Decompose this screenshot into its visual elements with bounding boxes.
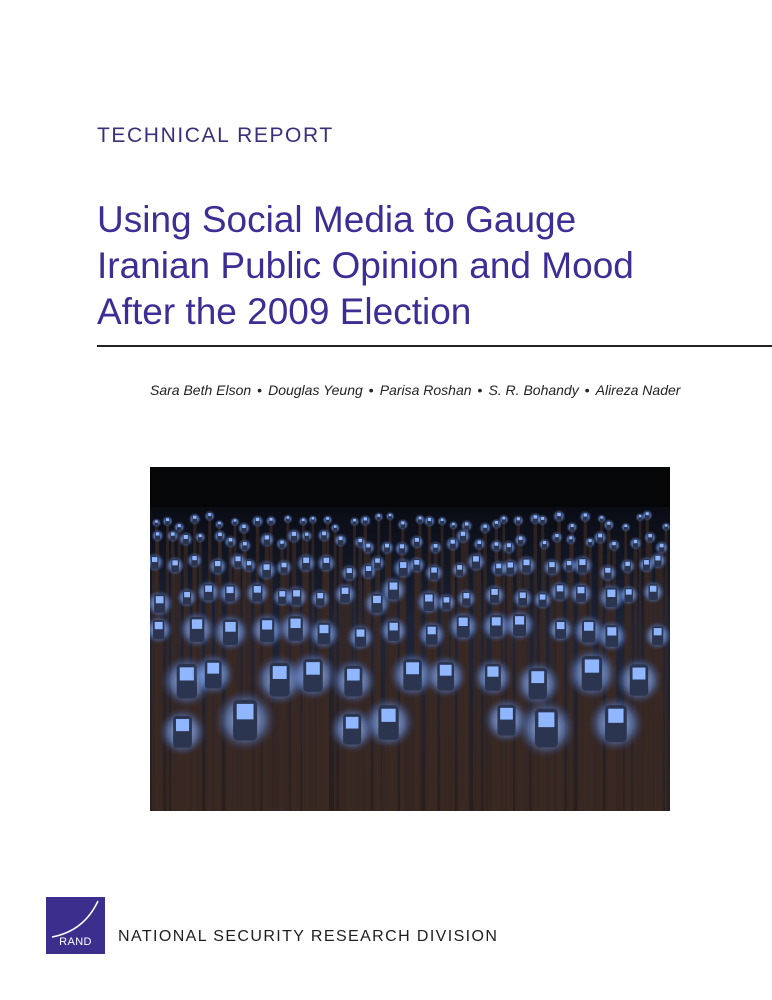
phone-screen — [290, 619, 300, 628]
phone-screen — [264, 564, 270, 570]
phone-screen — [390, 623, 398, 631]
phone-screen — [171, 532, 175, 535]
phone-screen — [292, 532, 296, 536]
phone-screen — [654, 628, 662, 635]
phone-screen — [205, 586, 212, 592]
title-divider — [97, 345, 772, 347]
phone-screen — [273, 666, 287, 679]
phone-screen — [625, 562, 630, 566]
phone-screen — [507, 543, 511, 547]
phone-screen — [199, 534, 202, 537]
author-name: Alireza Nader — [595, 382, 681, 398]
phone-screen — [218, 533, 222, 536]
author-name: Parisa Roshan — [379, 382, 472, 398]
phone-screen — [265, 535, 269, 539]
phone-screen — [237, 704, 254, 719]
phone-screen — [648, 534, 652, 537]
phone-screen — [567, 561, 572, 565]
phone-screen — [633, 668, 646, 680]
phone-screen — [312, 517, 315, 519]
report-title — [97, 197, 737, 335]
phone-screen — [538, 712, 554, 727]
phone-screen — [578, 587, 585, 593]
phone-screen — [650, 586, 656, 592]
phone-screen — [192, 556, 197, 560]
phone-screen — [347, 568, 352, 573]
phone-screen — [584, 622, 593, 631]
phone-screen — [280, 541, 284, 544]
raised-arm — [665, 529, 668, 811]
phone-screen — [270, 518, 273, 521]
title-line-1: Using Social Media to Gauge — [97, 199, 577, 240]
phone-screen — [334, 525, 337, 528]
phone-screen — [646, 512, 649, 515]
phone-screen — [517, 517, 520, 520]
raised-arm — [306, 689, 320, 811]
phone-screen — [227, 587, 234, 593]
phone-screen — [634, 540, 638, 543]
phone-screen — [242, 525, 246, 528]
author-separator: • — [584, 382, 590, 398]
phone-screen — [452, 523, 455, 525]
phone-screen — [156, 596, 164, 603]
phone-screen — [431, 567, 437, 572]
phone-screen — [176, 719, 189, 731]
phone-screen — [598, 534, 602, 538]
phone-screen — [660, 544, 664, 548]
phone-screen — [377, 514, 380, 517]
phone-screen — [347, 669, 360, 681]
phone-screen — [639, 515, 642, 517]
phone-screen — [193, 516, 196, 519]
phone-screen — [247, 561, 251, 565]
phone-screen — [326, 517, 329, 520]
phone-screen — [293, 590, 300, 596]
title-line-3: After the 2009 Election — [97, 291, 472, 332]
author-separator: • — [477, 382, 483, 398]
phone-screen — [557, 585, 563, 591]
phone-screen — [571, 524, 574, 527]
author-separator: • — [368, 382, 374, 398]
phone-screen — [534, 515, 538, 518]
phone-screen — [229, 538, 233, 541]
phone-screen — [156, 532, 160, 535]
phone-screen — [463, 593, 469, 598]
phone-screen — [487, 666, 498, 676]
phone-screen — [531, 671, 544, 683]
phone-screen — [357, 629, 365, 636]
phone-screen — [366, 544, 370, 548]
phone-screen — [461, 532, 466, 536]
phone-screen — [406, 662, 419, 674]
phone-screen — [585, 659, 599, 672]
phone-screen — [286, 516, 289, 519]
phone-screen — [305, 533, 308, 536]
phone-screen — [555, 534, 558, 537]
phone-screen — [218, 522, 221, 524]
phone-screen — [358, 539, 362, 542]
phone-screen — [381, 709, 395, 722]
phone-screen — [428, 518, 431, 521]
phone-screen — [492, 617, 501, 625]
phone-screen — [389, 514, 392, 516]
raised-arm — [567, 570, 572, 811]
phone-screen — [428, 627, 436, 635]
division-name: NATIONAL SECURITY RESEARCH DIVISION — [118, 928, 499, 945]
phone-screen — [491, 589, 497, 595]
phone-screen — [234, 519, 237, 522]
phone-screen — [225, 622, 236, 632]
phone-screen — [178, 524, 181, 527]
rand-logo-text: RAND — [59, 936, 92, 948]
phone-screen — [441, 518, 444, 521]
phone-screen — [584, 513, 587, 516]
phone-screen — [192, 619, 202, 629]
phone-screen — [477, 541, 481, 544]
phone-screen — [607, 590, 615, 597]
title-line-2: Iranian Public Opinion and Mood — [97, 245, 634, 286]
phone-screen — [172, 560, 177, 565]
phone-screen — [317, 593, 323, 598]
phone-screen — [494, 542, 498, 546]
phone-screen — [440, 665, 452, 676]
phone-screen — [524, 560, 530, 566]
phone-screen — [626, 589, 632, 594]
phone-screen — [342, 588, 349, 594]
phone-screen — [364, 517, 367, 520]
phone-screen — [607, 522, 610, 525]
phone-screen — [207, 663, 219, 674]
phone-screen — [419, 517, 422, 520]
rand-logo — [46, 897, 105, 954]
phone-screen — [262, 620, 272, 629]
phone-screen — [557, 622, 565, 629]
phone-screen — [152, 557, 157, 562]
phone-screen — [502, 517, 505, 520]
phone-screen — [588, 539, 591, 542]
phone-screen — [508, 562, 514, 567]
author-name: Douglas Yeung — [268, 382, 363, 398]
raised-arm — [500, 733, 513, 811]
phone-screen — [655, 556, 660, 561]
raised-arm — [207, 686, 219, 811]
phone-screen — [166, 518, 169, 521]
phone-screen — [339, 536, 343, 540]
phone-screen — [306, 662, 320, 675]
phone-screen — [569, 536, 572, 539]
author-name: S. R. Bohandy — [488, 382, 579, 398]
raised-arm — [440, 688, 452, 811]
phone-screen — [579, 559, 585, 565]
phone-screen — [543, 541, 546, 544]
phone-screen — [385, 544, 389, 548]
cover-photo — [150, 467, 670, 811]
phone-screen — [155, 622, 163, 629]
phone-screen — [184, 592, 190, 597]
phone-screen — [444, 597, 450, 602]
phone-screen — [605, 568, 610, 573]
phone-screen — [303, 558, 309, 563]
crowd-phones-illustration — [150, 467, 670, 811]
phone-screen — [324, 558, 330, 563]
phone-screen — [557, 513, 561, 516]
phone-screen — [612, 542, 616, 545]
phone-screen — [235, 556, 240, 561]
phone-screen — [600, 516, 603, 518]
phone-screen — [390, 582, 398, 589]
phone-screen — [400, 562, 406, 568]
phone-screen — [353, 519, 356, 522]
author-list — [150, 382, 680, 398]
phone-screen — [415, 538, 419, 542]
phone-screen — [520, 592, 526, 598]
phone-screen — [243, 542, 247, 545]
phone-screen — [541, 517, 544, 520]
phone-screen — [500, 708, 513, 720]
phone-screen — [302, 519, 305, 522]
phone-screen — [495, 521, 498, 524]
phone-screen — [434, 544, 438, 548]
phone-screen — [644, 560, 649, 565]
phone-screen — [457, 565, 462, 570]
phone-screen — [665, 524, 668, 526]
phone-screen — [624, 524, 627, 527]
report-type-label: TECHNICAL REPORT — [97, 124, 334, 147]
phone-screen — [215, 561, 220, 566]
phone-screen — [155, 520, 158, 522]
phone-screen — [254, 586, 261, 593]
phone-screen — [256, 518, 260, 521]
phone-screen — [519, 536, 523, 540]
phone-screen — [483, 525, 486, 528]
phone-screen — [414, 560, 419, 565]
phone-screen — [451, 540, 455, 544]
phone-screen — [400, 544, 404, 548]
phone-screen — [465, 522, 468, 525]
author-name: Sara Beth Elson — [150, 382, 252, 398]
phone-screen — [549, 562, 554, 567]
phone-screen — [346, 717, 359, 729]
phone-screen — [425, 595, 433, 602]
phone-screen — [608, 709, 623, 723]
phone-screen — [322, 532, 326, 536]
phone-screen — [607, 627, 616, 635]
phone-screen — [319, 625, 328, 633]
phone-screen — [184, 535, 188, 539]
phone-screen — [373, 596, 381, 603]
phone-screen — [375, 558, 380, 562]
phone-screen — [540, 594, 546, 599]
phone-screen — [282, 563, 287, 568]
phone-screen — [459, 618, 468, 626]
phone-screen — [473, 556, 479, 561]
author-separator: • — [257, 382, 263, 398]
phone-screen — [515, 616, 524, 624]
phone-screen — [208, 513, 211, 516]
phone-screen — [401, 521, 404, 524]
